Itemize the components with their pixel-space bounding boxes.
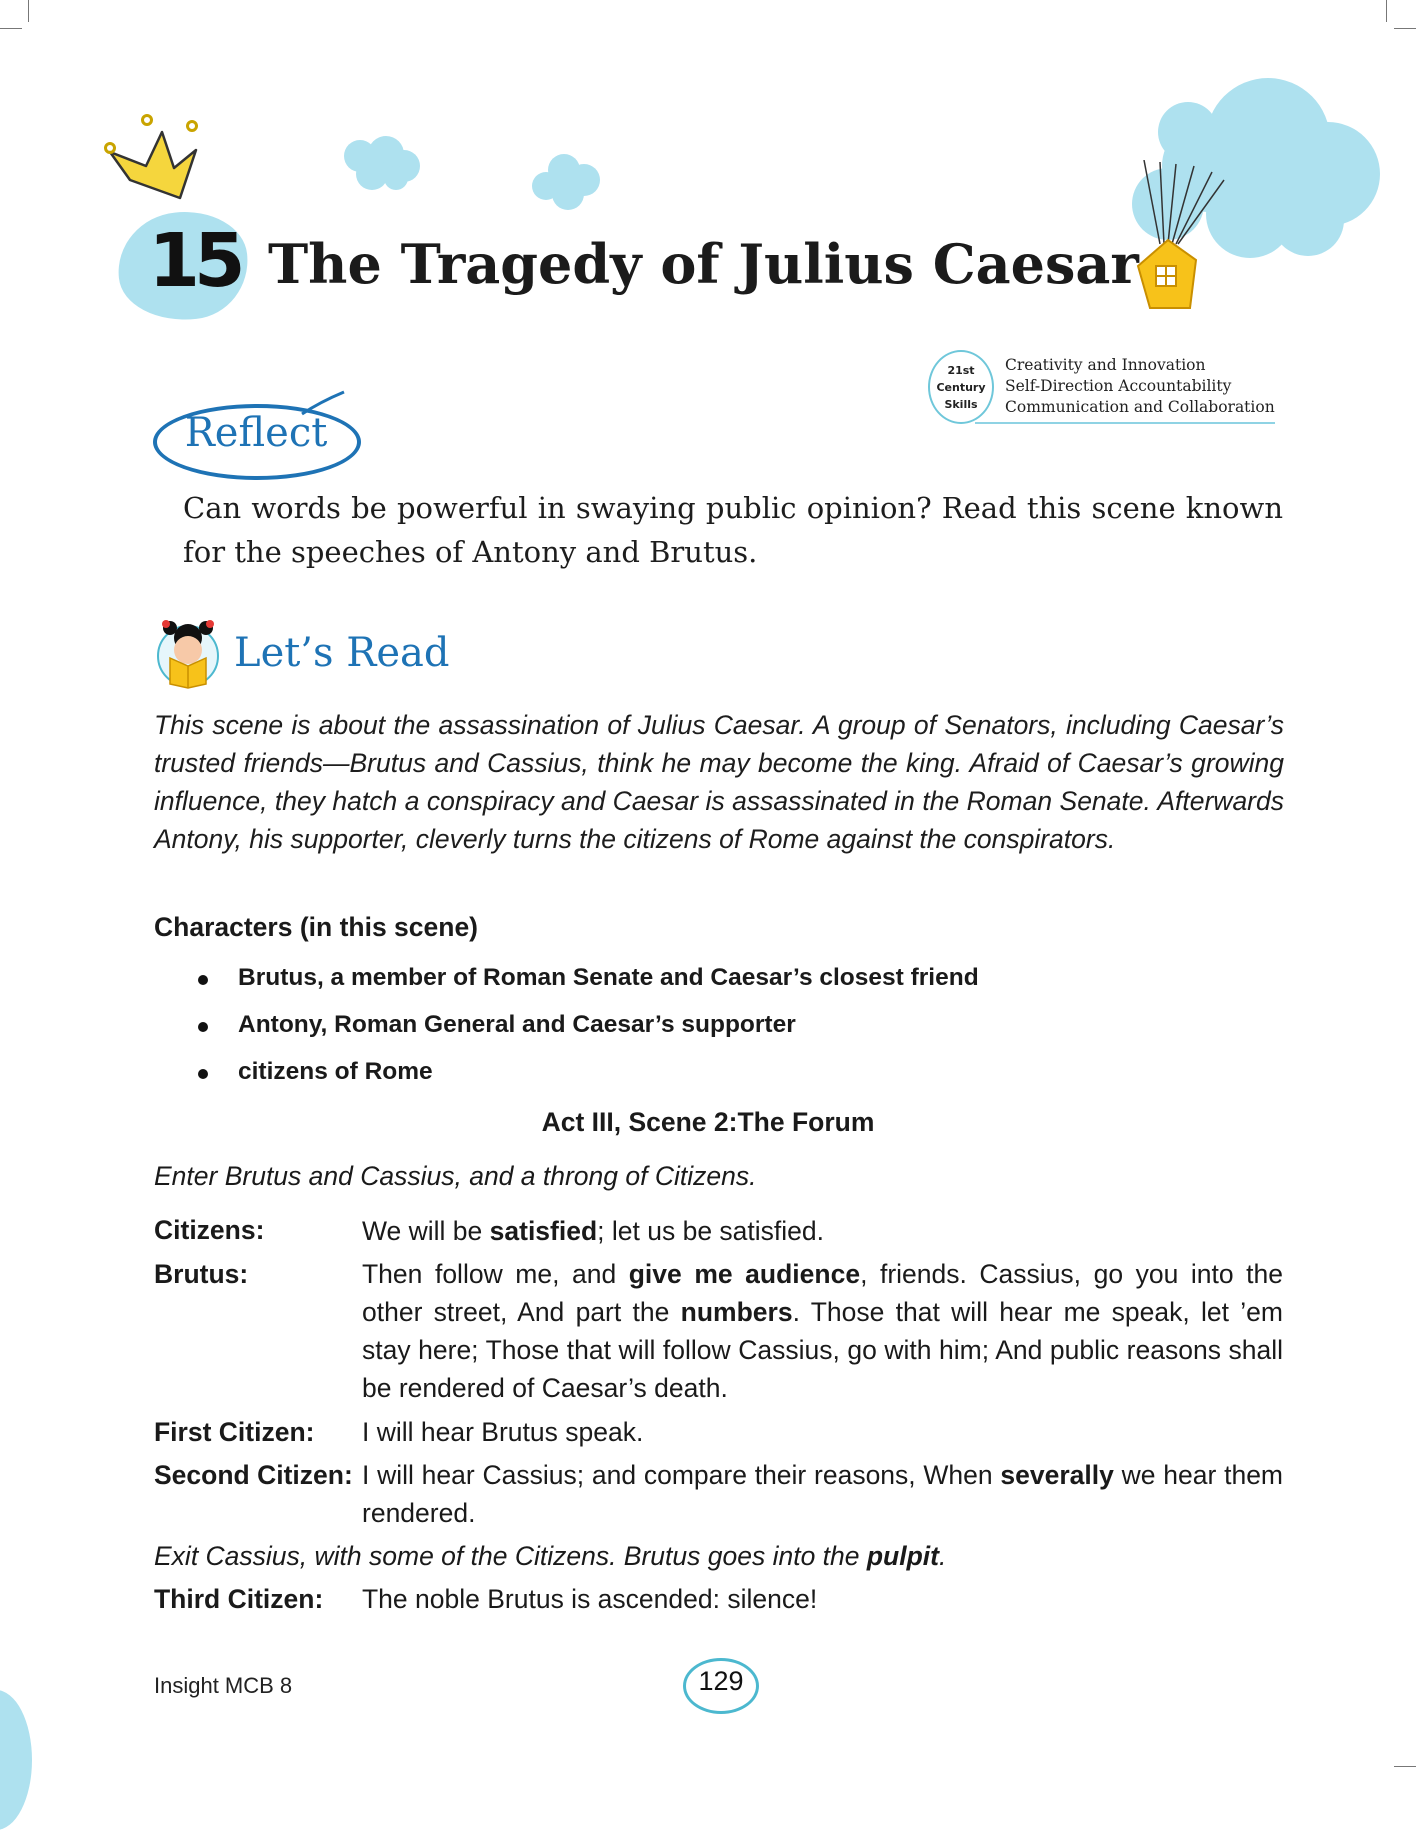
reflect-heading: Reflect (184, 410, 328, 456)
crop-mark (1394, 28, 1416, 29)
skills-badge-line: Skills (944, 397, 978, 411)
chapter-number: 15 (148, 218, 240, 304)
list-item: Brutus, a member of Roman Senate and Caesar’s closest friend (198, 964, 979, 1011)
stage-direction: Enter Brutus and Cassius, and a throng of Citizens. (154, 1161, 757, 1191)
stage-text: Exit Cassius, with some of the Citizens. Brutus goes into the (154, 1541, 867, 1571)
intro-paragraph: This scene is about the assassination of Julius Caesar. A group of Senators, including Caesar’s trusted friends—Brutus and Cassius, think he may become the king. Afraid of Caesar’s growing influence, they hatch a conspiracy and Caesar is assassinated in the Roman Senate. Afterwards Antony, his supporter, cleverly turns the citizens of Rome against the conspirators. (154, 710, 1284, 854)
speaker-label: Third Citizen: (154, 1584, 324, 1614)
reading-girl-icon (148, 612, 228, 692)
vocab-word: numbers (680, 1297, 793, 1327)
dialogue-text: Then follow me, and (362, 1259, 629, 1289)
dialogue-text: we hear them rendered. (362, 1460, 1284, 1528)
dialogue-text: . Those that will hear me speak, let ’em stay here; Those that will follow Cassius, go with him; And public reasons shall be rendered of Caesar’s death. (362, 1297, 1283, 1403)
lets-read-heading: Let’s Read (234, 630, 450, 676)
skill-item: Communication and Collaboration (1005, 398, 1275, 416)
skill-item: Creativity and Innovation (1005, 356, 1206, 374)
skills-list (1005, 355, 1275, 418)
cloud-icon (338, 136, 428, 194)
crop-mark (1386, 0, 1387, 22)
dialogue-text: , friends. Cassius, go you into the other street, And part the (362, 1259, 1283, 1327)
corner-decoration (0, 1690, 32, 1830)
skill-item: Self-Direction Accountability (1005, 377, 1232, 395)
speaker-label: Brutus: (154, 1259, 249, 1289)
dialogue-text: We will be (362, 1216, 490, 1246)
crown-icon (100, 110, 210, 200)
skills-badge-line: Century (936, 380, 986, 394)
list-item: citizens of Rome (198, 1058, 979, 1105)
chapter-title: The Tragedy of Julius Caesar (268, 232, 1139, 296)
dialogue-line (362, 1255, 1283, 1407)
characters-heading: Characters (in this scene) (154, 912, 479, 942)
speaker-label: First Citizen: (154, 1417, 315, 1447)
cloud-icon (528, 150, 606, 214)
skills-badge-line: 21st (947, 363, 975, 377)
reflect-paragraph: Can words be powerful in swaying public opinion? Read this scene known for the speeches of Antony and Brutus. (183, 491, 1283, 569)
dialogue-text: I will hear Cassius; and compare their reasons, When (362, 1460, 1001, 1490)
skills-underline (975, 422, 1275, 424)
stage-direction (154, 1541, 946, 1572)
book-title: Insight MCB 8 (154, 1673, 293, 1698)
list-item: Antony, Roman General and Caesar’s supporter (198, 1011, 979, 1058)
skills-badge (928, 350, 994, 424)
characters-list (198, 964, 979, 1105)
page-number: 129 (698, 1666, 744, 1696)
vocab-word: give me audience (628, 1259, 861, 1289)
crop-mark (28, 0, 29, 22)
scene-heading: Act III, Scene 2:The Forum (541, 1107, 875, 1137)
speaker-label: Second Citizen: (154, 1460, 353, 1490)
dialogue-text: ; let us be satisfied. (597, 1216, 824, 1246)
dialogue-line (362, 1212, 1283, 1250)
vocab-word: pulpit (866, 1541, 939, 1571)
vocab-word: satisfied (489, 1216, 598, 1246)
crop-mark (1394, 1766, 1416, 1767)
crop-mark (0, 28, 22, 29)
dialogue-line: I will hear Brutus speak. (362, 1417, 644, 1447)
stage-text: . (939, 1541, 947, 1571)
dialogue-line (362, 1456, 1283, 1532)
dialogue-line: The noble Brutus is ascended: silence! (362, 1584, 818, 1614)
speaker-label: Citizens: (154, 1215, 265, 1245)
vocab-word: severally (1000, 1460, 1114, 1490)
